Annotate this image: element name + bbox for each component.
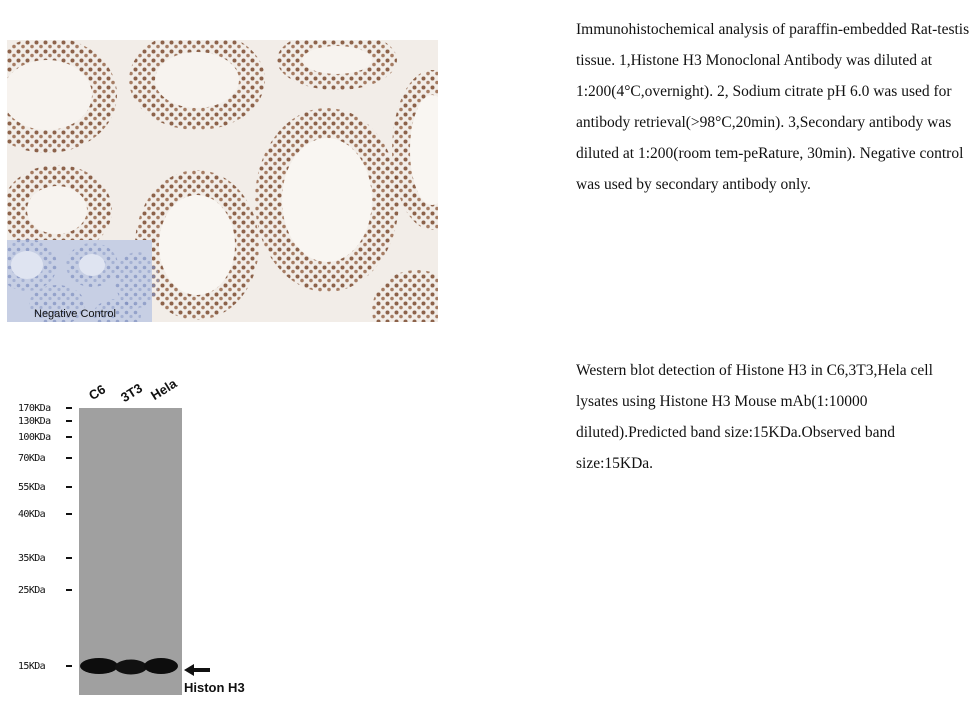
arrow-left-icon [184,664,212,676]
ihc-description: Immunohistochemical analysis of paraffin-embedded Rat-testis tissue. 1,Histone H3 Monoclonal Antibody was diluted at 1:200(4°C,overnight). 2, Sodium citrate pH 6.0 was used for antibody retrieval(>98°C,20min). 3,Secondary antibody was diluted at 1:200(room tem-peRature, 30min). Negative control was used by secondary antibody only. [576,21,970,193]
marker-130: 130KDa [18,415,72,427]
lane-label-c6: C6 [86,381,109,403]
band-c6 [80,658,118,674]
marker-15: 15KDa [18,660,72,672]
lane-label-3t3: 3T3 [118,380,146,405]
blot-membrane [79,408,182,695]
tissue-section [7,40,438,322]
marker-100: 100KDa [18,431,72,443]
western-blot [18,375,268,696]
marker-70: 70KDa [18,452,72,464]
negative-control-label: Negative Control [34,308,116,320]
marker-170: 170KDa [18,402,72,414]
band-hela [144,658,178,674]
band-3t3 [115,660,147,675]
marker-55: 55KDa [18,481,72,493]
band-label: Histon H3 [184,680,245,695]
protein-bands [80,658,178,675]
marker-35: 35KDa [18,552,72,564]
ihc-micrograph [7,40,438,322]
marker-25: 25KDa [18,584,72,596]
lane-label-hela: Hela [148,375,180,403]
western-blot-description: Western blot detection of Histone H3 in C6,3T3,Hela cell lysates using Histone H3 Mouse mAb(1:10000 diluted).Predicted band size:15KDa.Observed band size:15KDa. [576,362,933,472]
marker-40: 40KDa [18,508,72,520]
